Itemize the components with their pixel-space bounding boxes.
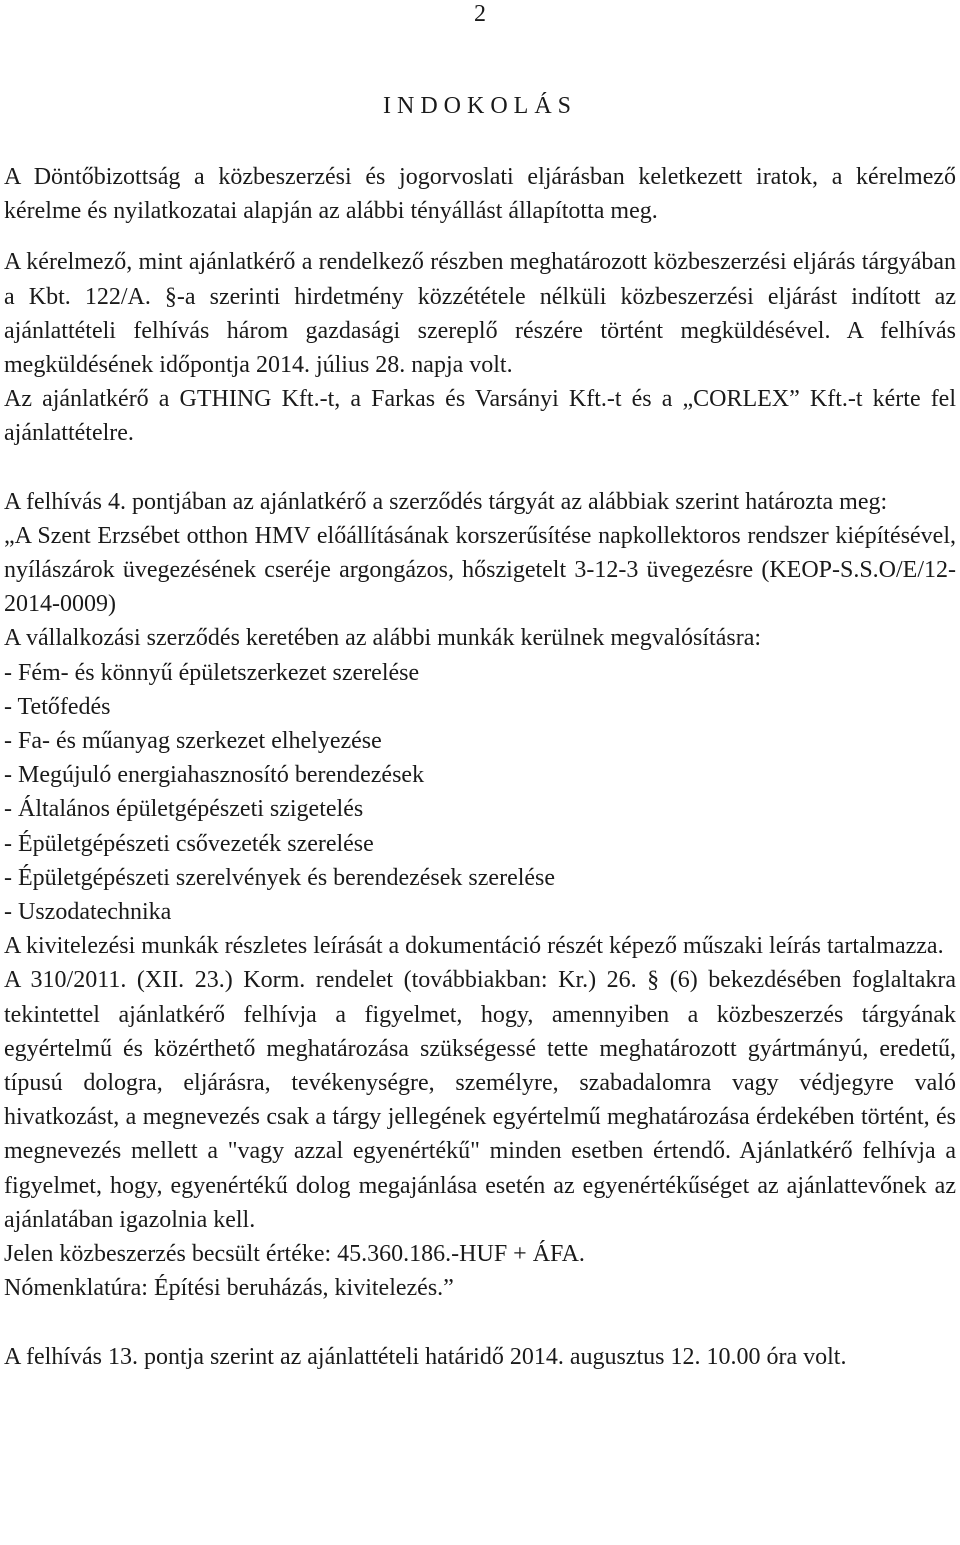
list-item: - Tetőfedés bbox=[4, 693, 111, 720]
paragraph-estimated-value: Jelen közbeszerzés becsült értéke: 45.360.186.-HUF + ÁFA. bbox=[4, 1241, 585, 1268]
paragraph-equivalence-notice: A 310/2011. (XII. 23.) Korm. rendelet (továbbiakban: Kr.) 26. § (6) bekezdésében foglaltakra tekintettel ajánlatkérő felhívja a figyelmet, hogy, amennyiben a közbeszerzés tárgyának egyértelmű és közérthető meghatározása szükségessé tette meghatározott gyártmányú, eredetű, típusú dologra, eljárásra, tevékenységre, személyre, szabadalomra vagy védjegyre való hivatkozást, a megnevezés csak a tárgy jellegének egyértelmű meghatározása érdekében történt, és megnevezés mellett a "vagy azzal egyenértékű" minden esetben értendő. Ajánlatkérő felhívja a figyelmet, hogy, egyenértékű dolog megajánlása esetén az egyenértékűséget az ajánlattevőnek az ajánlatában igazolnia kell. bbox=[4, 967, 956, 1233]
list-item: - Uszodatechnika bbox=[4, 899, 172, 926]
paragraph-invited-bidders: Az ajánlatkérő a GTHING Kft.-t, a Farkas és Varsányi Kft.-t és a „CORLEX” Kft.-t kérte fel ajánlattételre. bbox=[4, 386, 956, 447]
list-item: - Általános épületgépészeti szigetelés bbox=[4, 796, 364, 823]
paragraph-technical-description: A kivitelezési munkák részletes leírását a dokumentáció részét képező műszaki leírás tartalmazza. bbox=[4, 933, 944, 960]
list-item: - Fém- és könnyű épületszerkezet szerelése bbox=[4, 659, 420, 686]
paragraph-procedure: A kérelmező, mint ajánlatkérő a rendelkező részben meghatározott közbeszerzési eljárás tárgyában a Kbt. 122/A. §-a szerinti hirdetmény közzététele nélküli közbeszerzési eljárást indított az ajánlattételi felhívás három gazdasági szereplő részére történt megküldésével. A felhívás megküldésének időpontja 2014. július 28. napja volt. bbox=[4, 249, 956, 379]
list-item: - Épületgépészeti csővezeték szerelése bbox=[4, 830, 374, 857]
list-item: - Megújuló energiahasznosító berendezések bbox=[4, 762, 425, 789]
paragraph-deadline: A felhívás 13. pontja szerint az ajánlattételi határidő 2014. augusztus 12. 10.00 óra volt. bbox=[4, 1343, 847, 1370]
paragraph-nomenclature: Nómenklatúra: Építési beruházás, kivitelezés.” bbox=[4, 1275, 454, 1302]
list-item: - Fa- és műanyag szerkezet elhelyezése bbox=[4, 728, 382, 755]
paragraph-contract-subject-intro: A felhívás 4. pontjában az ajánlatkérő a szerződés tárgyát az alábbiak szerint határozta meg: bbox=[4, 488, 888, 515]
document-body bbox=[4, 160, 956, 1374]
page-number: 2 bbox=[474, 1, 486, 27]
section-heading: INDOKOLÁS bbox=[383, 93, 577, 119]
paragraph-facts-intro: A Döntőbizottság a közbeszerzési és jogorvoslati eljárásban keletkezett iratok, a kérelmező kérelme és nyilatkozatai alapján az alábbi tényállást állapította meg. bbox=[4, 164, 956, 225]
paragraph-contract-subject: „A Szent Erzsébet otthon HMV előállításának korszerűsítése napkollektoros rendszer kiépítésével, nyílászárok üvegezésének cseréje argongázos, hőszigetelt 3-12-3 üvegezésre (KEOP-S.S.O/E/12-2014-0009) bbox=[4, 522, 956, 618]
paragraph-work-intro: A vállalkozási szerződés keretében az alábbi munkák kerülnek megvalósításra: bbox=[4, 625, 762, 652]
list-item: - Épületgépészeti szerelvények és berendezések szerelése bbox=[4, 864, 556, 891]
work-items-list bbox=[4, 656, 956, 930]
